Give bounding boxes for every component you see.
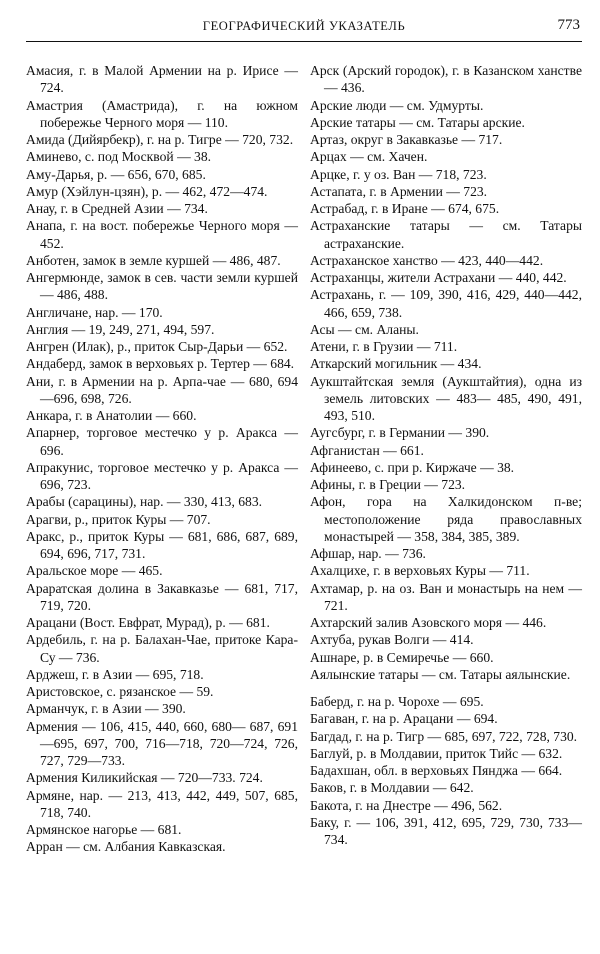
index-entry: Аугсбург, г. в Германии — 390. [310, 425, 490, 441]
index-entry: Асы — см. Аланы. [310, 321, 419, 337]
index-entry: Аральское море — 465. [26, 563, 163, 579]
index-entry: Анкара, г. в Анатолии — 660. [26, 408, 197, 423]
index-entry: Баку, г. — 106, 391, 412, 695, 729, 730, 733—734. [310, 814, 582, 847]
index-entry: Баглуй, р. в Молдавии, приток Тийс — 632. [310, 745, 563, 761]
index-entry: Ахтуба, рукав Волги — 414. [310, 632, 474, 648]
index-entry: Амасия, г. в Малой Армении на р. Ирисе — 724. [26, 63, 298, 96]
index-entry: Астраханцы, жители Астрахани — 440, 442. [310, 270, 567, 285]
index-entry: Арманчук, г. в Азии — 390. [26, 701, 186, 717]
index-entry: Арские татары — см. Татары арские. [310, 114, 525, 130]
index-entry: Апракунис, торговое местечко у р. Аракса — 696, 723. [26, 459, 298, 492]
index-entry: Аму-Дарья, р. — 656, 670, 685. [26, 166, 206, 182]
running-title: ГЕОГРАФИЧЕСКИЙ УКАЗАТЕЛЬ [202, 19, 406, 33]
index-entry: Ахалцихе, г. в верховьях Куры — 711. [310, 563, 530, 579]
index-entry: Астрахань, г. — 109, 390, 416, 429, 440—442, 466, 659, 738. [310, 287, 582, 320]
index-entry: Араратская долина в Закавказье — 681, 717, 719, 720. [26, 580, 298, 613]
index-entry: Арабы (сарацины), нар. — 330, 413, 683. [26, 494, 263, 510]
index-entry: Афшар, нар. — 736. [310, 546, 426, 561]
index-entry: Афганистан — 661. [310, 442, 424, 458]
index-entry: Астапата, г. в Армении — 723. [310, 183, 488, 199]
index-entry: Амида (Дийярбекр), г. на р. Тигре — 720, 732. [26, 132, 294, 147]
index-entry: Баков, г. в Молдавии — 642. [310, 780, 474, 796]
index-entry: Аракс, р., приток Куры — 681, 686, 687, 689, 694, 696, 717, 731. [26, 528, 298, 561]
index-entry: Армения Киликийская — 720—733. 724. [26, 770, 263, 786]
index-entry: Апарнер, торговое местечко у р. Аракса — 696. [26, 425, 298, 458]
index-entry: Армяне, нар. — 213, 413, 442, 449, 507, 685, 718, 740. [26, 787, 298, 820]
index-entry: Анботен, замок в земле куршей — 486, 487. [26, 252, 281, 268]
index-entry: Аристовское, с. рязанское — 59. [26, 684, 214, 699]
index-column-right [310, 62, 582, 848]
index-entry: Баберд, г. на р. Чорохе — 695. [310, 694, 484, 709]
index-entry: Ашнаре, р. в Семиречье — 660. [310, 649, 494, 665]
index-entry: Англия — 19, 249, 271, 494, 597. [26, 321, 215, 337]
index-entry: Анапа, г. на вост. побережье Черного моря — 452. [26, 218, 298, 251]
index-entry: Арран — см. Албания Кавказская. [26, 839, 226, 855]
index-entry: Афон, гора на Халкидонском п-ве; местоположение ряда православных монастырей — 358, 384, 385, 389. [310, 494, 582, 544]
index-entry: Бадахшан, обл. в верховьях Пянджа — 664. [310, 763, 563, 778]
index-entry: Арцах — см. Хачен. [310, 149, 428, 165]
index-entry: Афины, г. в Греции — 723. [310, 477, 466, 492]
index-entry: Арск (Арский городок), г. в Казанском ханстве — 436. [310, 63, 582, 96]
index-entry: Астраханские татары — см. Татары астраханские. [310, 218, 582, 251]
index-entry: Армения — 106, 415, 440, 660, 680— 687, 691—695, 697, 700, 716—718, 720—724, 726, 727, 729—733. [26, 718, 298, 768]
index-entry: Артаз, округ в Закавказье — 717. [310, 132, 503, 147]
index-entry: Арджеш, г. в Азии — 695, 718. [26, 666, 204, 682]
index-entry: Бакота, г. на Днестре — 496, 562. [310, 797, 503, 813]
index-entry: Андаберд, замок в верховьях р. Тертер — 684. [26, 356, 295, 372]
page-number: 773 [557, 17, 580, 33]
index-entry: Ани, г. в Армении на р. Арпа-чае — 680, 694—696, 698, 726. [26, 373, 298, 406]
index-entry: Багдад, г. на р. Тигр — 685, 697, 722, 728, 730. [310, 728, 578, 744]
index-entry: Армянское нагорье — 681. [26, 822, 182, 837]
index-entry: Арские люди — см. Удмурты. [310, 97, 484, 113]
index-entry: Амур (Хэйлун-цзян), р. — 462, 472—474. [26, 183, 268, 199]
index-entry: Ардебиль, г. на р. Балахан-Чае, притоке Кара-Су — 736. [26, 632, 298, 665]
index-entry: Амастрия (Амастрида), г. на южном побережье Черного моря — 110. [26, 97, 298, 130]
index-entry: Арацани (Вост. Евфрат, Мурад), р. — 681. [26, 615, 270, 630]
index-entry: Астраханское ханство — 423, 440—442. [310, 252, 544, 268]
index-entry: Ангермюнде, замок в сев. части земли куршей — 486, 488. [26, 270, 298, 303]
index-entry: Атени, г. в Грузии — 711. [310, 339, 458, 354]
index-column-left [26, 62, 298, 856]
index-entry: Астрабад, г. в Иране — 674, 675. [310, 201, 500, 216]
index-entry: Афинеево, с. при р. Киржаче — 38. [310, 459, 515, 475]
index-entry: Арцке, г. у оз. Ван — 718, 723. [310, 166, 487, 182]
index-entry: Ахтамар, р. на оз. Ван и монастырь на нем — 721. [310, 580, 582, 613]
index-entry: Ахтарский залив Азовского моря — 446. [310, 615, 547, 630]
index-entry: Аукштайтская земля (Аукштайтия), одна из земель литовских — 483— 485, 490, 491, 493, 510. [310, 373, 582, 423]
page-header [26, 13, 582, 42]
index-entry: Арагви, р., приток Куры — 707. [26, 511, 211, 527]
index-entry: Аткарский могильник — 434. [310, 356, 482, 372]
index-entry: Ангрен (Илак), р., приток Сыр-Дарьи — 652. [26, 339, 288, 354]
index-entry: Анау, г. в Средней Азии — 734. [26, 201, 208, 216]
index-entry: Аялынские татары — см. Татары аялынские. [310, 666, 571, 682]
index-entry: Аминево, с. под Москвой — 38. [26, 149, 212, 165]
index-entry: Англичане, нар. — 170. [26, 304, 163, 320]
index-entry: Багаван, г. на р. Арацани — 694. [310, 711, 498, 727]
